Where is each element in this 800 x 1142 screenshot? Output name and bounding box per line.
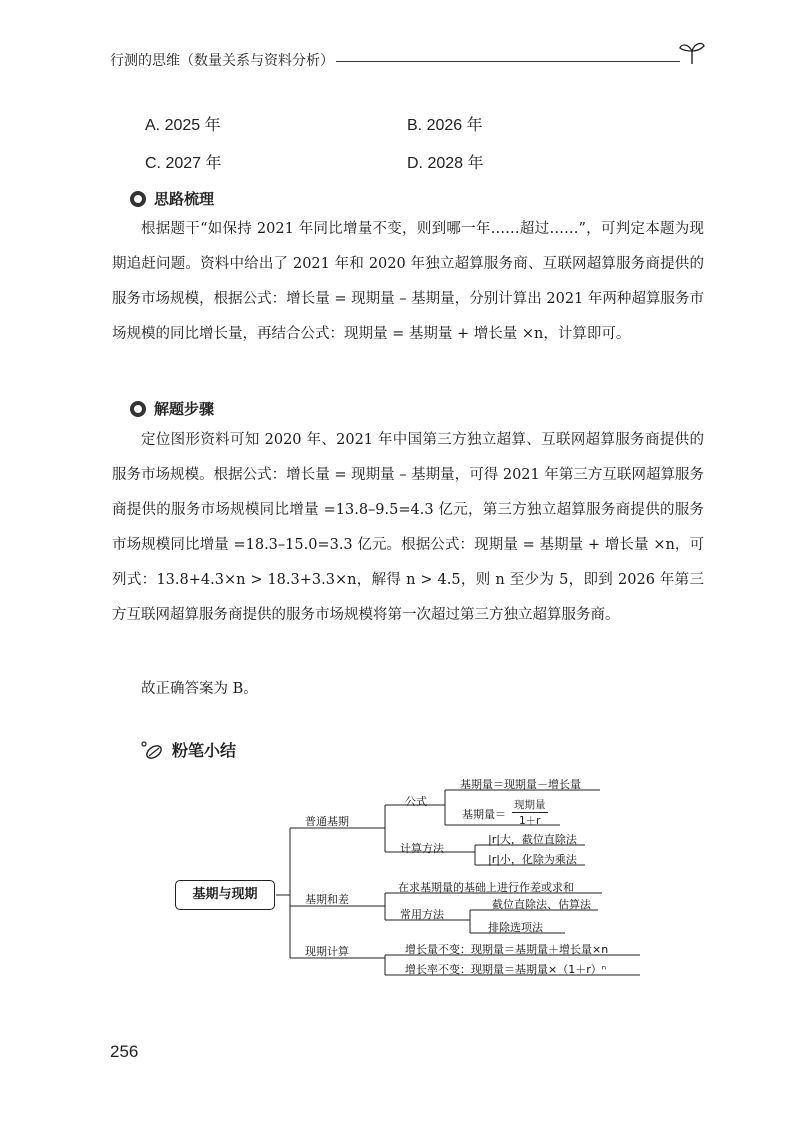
- option-d: D. 2028 年: [407, 155, 484, 172]
- mind-map-root: 基期与现期: [175, 880, 275, 910]
- option-a: A. 2025 年: [145, 117, 221, 134]
- option-b: B. 2026 年: [407, 117, 483, 134]
- branch-current-calc: 现期计算: [305, 945, 349, 958]
- calc-method-2: |r|小，化除为乘法: [488, 853, 577, 866]
- analysis-paragraph: 根据题干“如保持 2021 年同比增量不变，则到哪一年……超过……”，可判定本题为现期追赶问题。资料中给出了 2021 年和 2020 年独立超算服务商、互联网超算服务商提供的服务市场规模，根据公式：增长量 = 现期量 – 基期量，分别计算出 2021 年两种超算服务市场规模的同比增长量，再结合公式：现期量 = 基期量 + 增长量 ×n，计算即可。: [112, 221, 704, 342]
- branch-base-sum-diff: 基期和差: [305, 893, 349, 906]
- formula-2-fraction: [512, 797, 548, 828]
- fraction-denominator: 1＋r: [519, 815, 541, 827]
- branch-normal-base-period: 普通基期: [305, 815, 349, 828]
- common-method-label: 常用方法: [400, 908, 444, 921]
- fraction-numerator: 现期量: [514, 799, 546, 811]
- option-c: C. 2027 年: [145, 155, 222, 172]
- current-calc-2: 增长率不变：现期量＝基期量×（1＋r）ⁿ: [405, 963, 607, 976]
- common-method-2: 排除选项法: [488, 921, 543, 934]
- page-number: 256: [110, 1042, 139, 1061]
- analysis-heading-text: 思路梳理: [154, 190, 215, 208]
- answer-line: 故正确答案为 B。: [141, 681, 258, 697]
- formula-label: 公式: [405, 795, 427, 808]
- solution-heading-text: 解题步骤: [154, 400, 215, 418]
- solution-paragraph: 定位图形资料可知 2020 年、2021 年中国第三方独立超算、互联网超算服务商提供的服务市场规模。根据公式：增长量 = 现期量 – 基期量，可得 2021 年第三方互联网超算服务商提供的服务市场规模同比增量 =13.8–9.5=4.3 亿元，第三方独立超算服务商提供的服务市场规模同比增量 =18.3–15.0=3.3 亿元。根据公式：现期量 = 基期量 + 增长量 ×n，可列式：13.8+4.3×n > 18.3+3.3×n，解得 n > 4.5，则 n 至少为 5，即到 2026 年第三方互联网超算服务商提供的服务市场规模将第一次超过第三方独立超算服务商。: [112, 432, 704, 623]
- header-title: 行测的思维（数量关系与资料分析）: [110, 53, 334, 69]
- formula-1: 基期量＝现期量－增长量: [460, 778, 581, 791]
- formula-2-prefix: 基期量＝: [462, 808, 506, 821]
- summary-heading-text: 粉笔小结: [172, 741, 237, 760]
- common-method-1: 截位直除法、估算法: [492, 898, 591, 911]
- current-calc-1: 增长量不变：现期量＝基期量＋增长量×n: [405, 943, 609, 956]
- calc-method-label: 计算方法: [400, 842, 444, 855]
- base-sum-diff-desc: 在求基期量的基础上进行作差或求和: [398, 881, 574, 894]
- calc-method-1: |r|大，截位直除法: [488, 833, 577, 846]
